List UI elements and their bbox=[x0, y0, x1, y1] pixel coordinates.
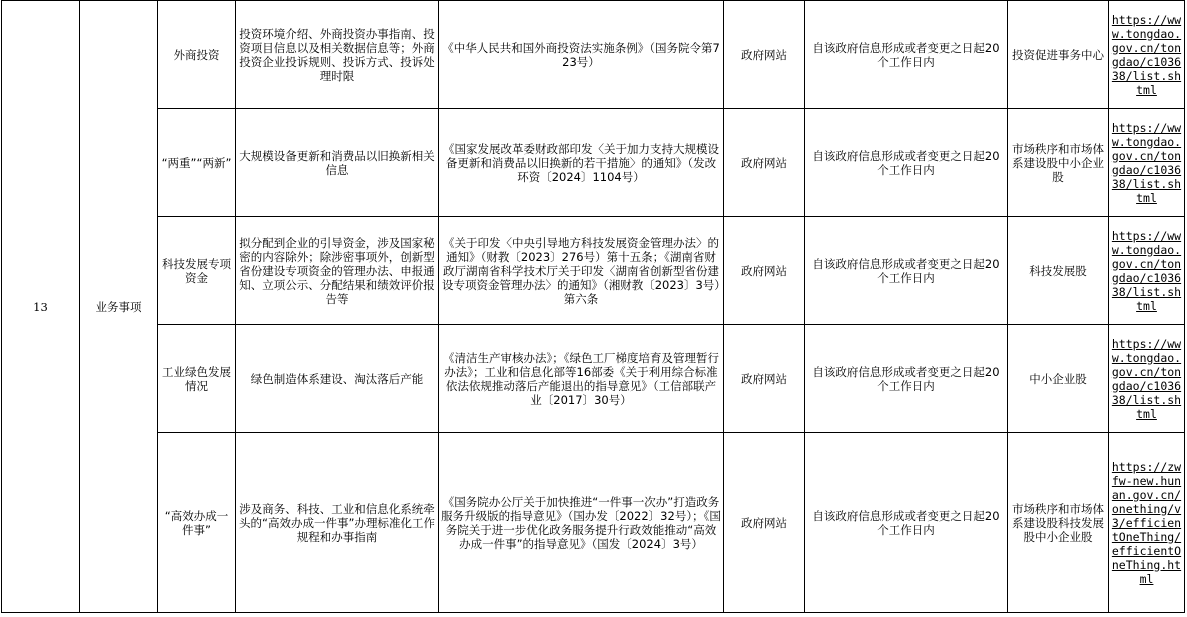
content-cell: 拟分配到企业的引导资金，涉及国家秘密的内容除外；除涉密事项外，创新型省份建设专项资金的管理办法、申报通知、立项公示、分配结果和绩效评价报告等 bbox=[236, 217, 439, 325]
item-cell: 科技发展专项资金 bbox=[158, 217, 236, 325]
timeline-cell: 自该政府信息形成或者变更之日起20个工作日内 bbox=[805, 109, 1008, 217]
table-row bbox=[2, 217, 1185, 325]
content-cell: 大规模设备更新和消费品以旧换新相关信息 bbox=[236, 109, 439, 217]
table-row bbox=[2, 1, 1185, 109]
item-cell: “两重”“两新” bbox=[158, 109, 236, 217]
basis-cell: 《国家发展改革委财政部印发〈关于加力支持大规模设备更新和消费品以旧换新的若干措施〉的通知》（发改环资〔2024〕1104号） bbox=[439, 109, 724, 217]
item-cell: 工业绿色发展情况 bbox=[158, 325, 236, 433]
content-cell: 绿色制造体系建设、淘汰落后产能 bbox=[236, 325, 439, 433]
basis-cell: 《清洁生产审核办法》；《绿色工厂梯度培育及管理暂行办法》；工业和信息化部等16部委《关于利用综合标准依法依规推动落后产能退出的指导意见》（工信部联产业〔2017〕30号） bbox=[439, 325, 724, 433]
content-cell: 涉及商务、科技、工业和信息化系统牵头的“高效办成一件事”办理标准化工作规程和办事指南 bbox=[236, 433, 439, 613]
timeline-cell: 自该政府信息形成或者变更之日起20个工作日内 bbox=[805, 1, 1008, 109]
timeline-cell: 自该政府信息形成或者变更之日起20个工作日内 bbox=[805, 217, 1008, 325]
department-cell: 市场秩序和市场体系建设股科技发展股中小企业股 bbox=[1008, 433, 1109, 613]
category-cell: 业务事项 bbox=[80, 1, 158, 613]
disclosure-table bbox=[1, 0, 1185, 613]
channel-cell: 政府网站 bbox=[724, 217, 805, 325]
timeline-cell: 自该政府信息形成或者变更之日起20个工作日内 bbox=[805, 433, 1008, 613]
basis-cell: 《国务院办公厅关于加快推进“一件事一次办”打造政务服务升级版的指导意见》（国办发〔2022〕32号）；《国务院关于进一步优化政务服务提升行政效能推动“高效办成一件事”的指导意见》（国发〔2024〕3号） bbox=[439, 433, 724, 613]
link-cell bbox=[1109, 1, 1185, 109]
basis-cell: 《关于印发〈中央引导地方科技发展资金管理办法〉的通知》（财教〔2023〕276号）第十五条；《湖南省财政厅湖南省科学技术厅关于印发〈湖南省创新型省份建设专项资金管理办法〉的通知》（湘财教〔2023〕3号）第六条 bbox=[439, 217, 724, 325]
url-link[interactable]: https://www.tongdao.gov.cn/tongdao/c103638/list.shtml bbox=[1111, 336, 1182, 421]
channel-cell: 政府网站 bbox=[724, 109, 805, 217]
timeline-cell: 自该政府信息形成或者变更之日起20个工作日内 bbox=[805, 325, 1008, 433]
basis-cell: 《中华人民共和国外商投资法实施条例》（国务院令第723号） bbox=[439, 1, 724, 109]
url-link[interactable]: https://www.tongdao.gov.cn/tongdao/c103638/list.shtml bbox=[1111, 120, 1182, 205]
department-cell: 中小企业股 bbox=[1008, 325, 1109, 433]
item-cell: 外商投资 bbox=[158, 1, 236, 109]
link-cell bbox=[1109, 325, 1185, 433]
table-row bbox=[2, 325, 1185, 433]
department-cell: 市场秩序和市场体系建设股中小企业股 bbox=[1008, 109, 1109, 217]
url-link[interactable]: https://www.tongdao.gov.cn/tongdao/c103638/list.shtml bbox=[1111, 12, 1182, 97]
url-link[interactable]: https://zwfw-new.hunan.gov.cn/onething/v3/efficientOneThing/efficientOneThing.html bbox=[1111, 459, 1182, 586]
department-cell: 投资促进事务中心 bbox=[1008, 1, 1109, 109]
table-row bbox=[2, 433, 1185, 613]
channel-cell: 政府网站 bbox=[724, 325, 805, 433]
url-link[interactable]: https://www.tongdao.gov.cn/tongdao/c103638/list.shtml bbox=[1111, 228, 1182, 313]
link-cell bbox=[1109, 217, 1185, 325]
department-cell: 科技发展股 bbox=[1008, 217, 1109, 325]
row-number: 13 bbox=[2, 1, 80, 613]
item-cell: “高效办成一件事” bbox=[158, 433, 236, 613]
link-cell bbox=[1109, 433, 1185, 613]
link-cell bbox=[1109, 109, 1185, 217]
content-cell: 投资环境介绍、外商投资办事指南、投资项目信息以及相关数据信息等；外商投资企业投诉规则、投诉方式、投诉处理时限 bbox=[236, 1, 439, 109]
channel-cell: 政府网站 bbox=[724, 433, 805, 613]
channel-cell: 政府网站 bbox=[724, 1, 805, 109]
table-row bbox=[2, 109, 1185, 217]
